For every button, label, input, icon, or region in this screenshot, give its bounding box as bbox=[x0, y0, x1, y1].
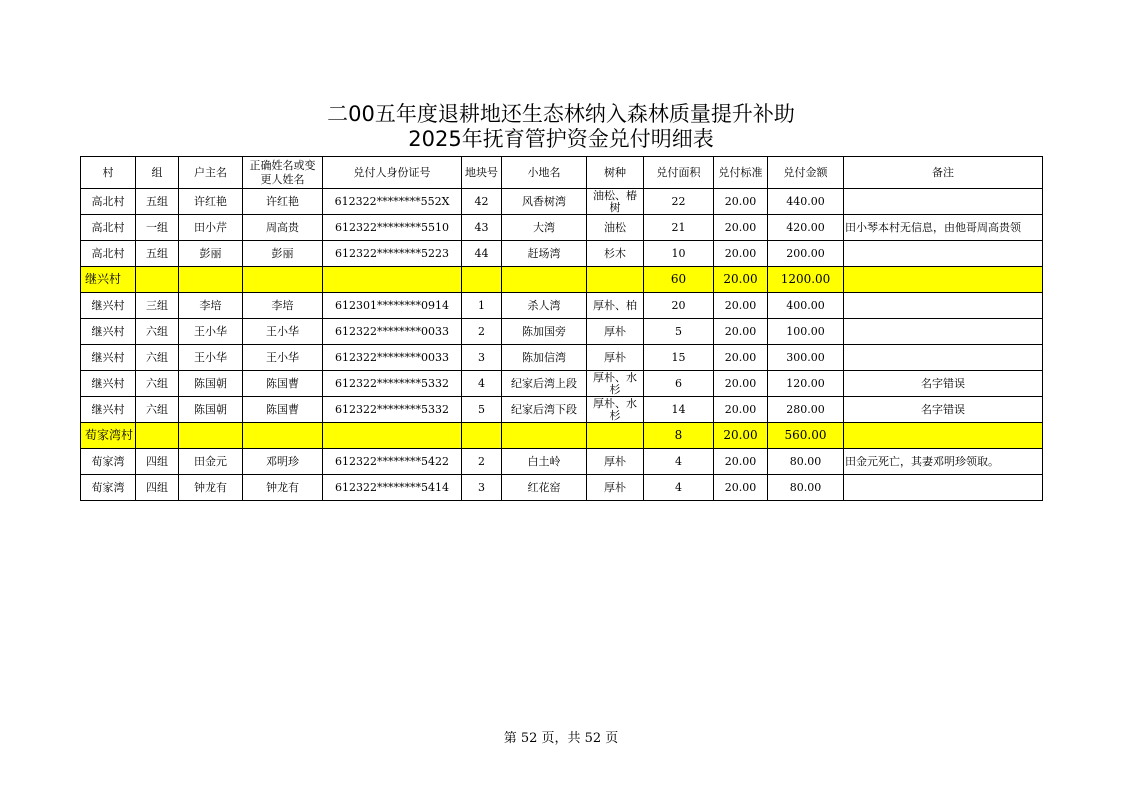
cell-place-name: 杀人湾 bbox=[502, 293, 587, 319]
cell-tree-species bbox=[587, 189, 644, 215]
cell-area: 60 bbox=[644, 267, 714, 293]
cell-correct-name: 王小华 bbox=[243, 345, 323, 371]
cell-tree-species: 杉木 bbox=[587, 241, 644, 267]
cell-standard: 20.00 bbox=[714, 397, 768, 423]
cell-village: 高北村 bbox=[81, 215, 136, 241]
table-row bbox=[81, 345, 1043, 371]
cell-correct-name bbox=[243, 267, 323, 293]
cell-place-name: 纪家后湾上段 bbox=[502, 371, 587, 397]
cell-plot-number: 1 bbox=[462, 293, 502, 319]
cell-group: 五组 bbox=[136, 241, 179, 267]
cell-amount: 400.00 bbox=[768, 293, 844, 319]
cell-place-name: 风香树湾 bbox=[502, 189, 587, 215]
cell-householder: 田小芹 bbox=[179, 215, 243, 241]
cell-householder: 李培 bbox=[179, 293, 243, 319]
cell-remarks bbox=[844, 475, 1043, 501]
cell-area: 21 bbox=[644, 215, 714, 241]
cell-remarks bbox=[844, 319, 1043, 345]
header-correct-name: 正确姓名或变更人姓名 bbox=[243, 157, 323, 189]
cell-amount: 300.00 bbox=[768, 345, 844, 371]
cell-amount: 80.00 bbox=[768, 449, 844, 475]
cell-village: 继兴村 bbox=[81, 345, 136, 371]
cell-id-number: 612322********0033 bbox=[323, 345, 462, 371]
cell-village: 继兴村 bbox=[81, 267, 136, 293]
cell-plot-number: 2 bbox=[462, 319, 502, 345]
cell-plot-number bbox=[462, 267, 502, 293]
village-summary-row bbox=[81, 423, 1043, 449]
cell-group: 六组 bbox=[136, 371, 179, 397]
cell-village: 继兴村 bbox=[81, 319, 136, 345]
cell-remarks bbox=[844, 293, 1043, 319]
cell-remarks bbox=[844, 189, 1043, 215]
cell-area: 8 bbox=[644, 423, 714, 449]
cell-householder: 陈国朝 bbox=[179, 397, 243, 423]
header-area: 兑付面积 bbox=[644, 157, 714, 189]
cell-amount: 80.00 bbox=[768, 475, 844, 501]
cell-standard: 20.00 bbox=[714, 423, 768, 449]
cell-tree-species bbox=[587, 267, 644, 293]
cell-amount: 420.00 bbox=[768, 215, 844, 241]
cell-place-name: 纪家后湾下段 bbox=[502, 397, 587, 423]
cell-tree-species-text: 油松、椿树 bbox=[593, 189, 637, 214]
cell-amount: 200.00 bbox=[768, 241, 844, 267]
cell-standard: 20.00 bbox=[714, 475, 768, 501]
table-row bbox=[81, 319, 1043, 345]
cell-plot-number: 3 bbox=[462, 475, 502, 501]
cell-group: 四组 bbox=[136, 449, 179, 475]
cell-householder: 钟龙有 bbox=[179, 475, 243, 501]
cell-place-name: 赶场湾 bbox=[502, 241, 587, 267]
cell-group: 四组 bbox=[136, 475, 179, 501]
header-amount: 兑付金额 bbox=[768, 157, 844, 189]
cell-id-number: 612301********0914 bbox=[323, 293, 462, 319]
cell-tree-species: 厚朴 bbox=[587, 449, 644, 475]
cell-group: 三组 bbox=[136, 293, 179, 319]
cell-amount: 560.00 bbox=[768, 423, 844, 449]
header-place-name: 小地名 bbox=[502, 157, 587, 189]
cell-remarks: 名字错误 bbox=[844, 371, 1043, 397]
cell-tree-species: 油松 bbox=[587, 215, 644, 241]
cell-group: 五组 bbox=[136, 189, 179, 215]
cell-area: 22 bbox=[644, 189, 714, 215]
cell-village: 高北村 bbox=[81, 241, 136, 267]
cell-place-name bbox=[502, 423, 587, 449]
cell-remarks bbox=[844, 241, 1043, 267]
cell-id-number: 612322********5332 bbox=[323, 371, 462, 397]
header-id-number: 兑付人身份证号 bbox=[323, 157, 462, 189]
table-row bbox=[81, 241, 1043, 267]
cell-area: 10 bbox=[644, 241, 714, 267]
header-remarks: 备注 bbox=[844, 157, 1043, 189]
cell-plot-number: 3 bbox=[462, 345, 502, 371]
cell-area: 20 bbox=[644, 293, 714, 319]
cell-standard: 20.00 bbox=[714, 449, 768, 475]
cell-id-number: 612322********5414 bbox=[323, 475, 462, 501]
cell-plot-number: 2 bbox=[462, 449, 502, 475]
cell-householder: 田金元 bbox=[179, 449, 243, 475]
cell-place-name: 陈加国旁 bbox=[502, 319, 587, 345]
cell-plot-number bbox=[462, 423, 502, 449]
cell-plot-number: 4 bbox=[462, 371, 502, 397]
cell-village: 荀家湾 bbox=[81, 475, 136, 501]
cell-standard: 20.00 bbox=[714, 293, 768, 319]
cell-area: 15 bbox=[644, 345, 714, 371]
cell-place-name: 大湾 bbox=[502, 215, 587, 241]
table-row bbox=[81, 293, 1043, 319]
cell-householder: 彭丽 bbox=[179, 241, 243, 267]
header-group: 组 bbox=[136, 157, 179, 189]
cell-remarks: 名字错误 bbox=[844, 397, 1043, 423]
village-summary-row bbox=[81, 267, 1043, 293]
cell-tree-species bbox=[587, 397, 644, 423]
table-row bbox=[81, 449, 1043, 475]
cell-group bbox=[136, 423, 179, 449]
cell-id-number: 612322********5223 bbox=[323, 241, 462, 267]
table-row bbox=[81, 371, 1043, 397]
header-householder: 户主名 bbox=[179, 157, 243, 189]
cell-remarks-text: 田金元死亡，其妻邓明珍领取。 bbox=[845, 455, 999, 468]
table-row bbox=[81, 397, 1043, 423]
cell-correct-name: 李培 bbox=[243, 293, 323, 319]
cell-tree-species bbox=[587, 423, 644, 449]
cell-correct-name: 邓明珍 bbox=[243, 449, 323, 475]
cell-plot-number: 5 bbox=[462, 397, 502, 423]
cell-tree-species-text: 厚朴、水杉 bbox=[593, 397, 637, 422]
cell-correct-name bbox=[243, 423, 323, 449]
cell-householder: 陈国朝 bbox=[179, 371, 243, 397]
cell-id-number: 612322********5422 bbox=[323, 449, 462, 475]
cell-tree-species: 厚朴 bbox=[587, 345, 644, 371]
cell-householder: 王小华 bbox=[179, 345, 243, 371]
cell-correct-name: 王小华 bbox=[243, 319, 323, 345]
cell-id-number: 612322********5332 bbox=[323, 397, 462, 423]
cell-tree-species-text: 厚朴、水杉 bbox=[593, 371, 637, 396]
cell-place-name: 白土岭 bbox=[502, 449, 587, 475]
cell-amount: 440.00 bbox=[768, 189, 844, 215]
cell-correct-name: 陈国曹 bbox=[243, 371, 323, 397]
cell-tree-species: 厚朴、柏 bbox=[587, 293, 644, 319]
page-title-line2: 2025年抚育管护资金兑付明细表 bbox=[408, 127, 714, 151]
cell-area: 4 bbox=[644, 449, 714, 475]
cell-plot-number: 44 bbox=[462, 241, 502, 267]
cell-village: 高北村 bbox=[81, 189, 136, 215]
cell-standard: 20.00 bbox=[714, 189, 768, 215]
cell-id-number: 612322********552X bbox=[323, 189, 462, 215]
cell-place-name: 陈加信湾 bbox=[502, 345, 587, 371]
cell-amount: 280.00 bbox=[768, 397, 844, 423]
cell-village: 荀家湾 bbox=[81, 449, 136, 475]
cell-correct-name: 许红艳 bbox=[243, 189, 323, 215]
cell-tree-species: 厚朴 bbox=[587, 319, 644, 345]
cell-remarks bbox=[844, 345, 1043, 371]
header-tree-species: 树种 bbox=[587, 157, 644, 189]
header-plot-number: 地块号 bbox=[462, 157, 502, 189]
page-title-line1: 二00五年度退耕地还生态林纳入森林质量提升补助 bbox=[327, 102, 795, 126]
cell-village: 继兴村 bbox=[81, 397, 136, 423]
cell-id-number bbox=[323, 423, 462, 449]
cell-group: 六组 bbox=[136, 319, 179, 345]
cell-area: 4 bbox=[644, 475, 714, 501]
cell-place-name: 红花窑 bbox=[502, 475, 587, 501]
cell-amount: 1200.00 bbox=[768, 267, 844, 293]
cell-id-number: 612322********0033 bbox=[323, 319, 462, 345]
cell-village: 继兴村 bbox=[81, 293, 136, 319]
cell-tree-species bbox=[587, 371, 644, 397]
cell-correct-name: 陈国曹 bbox=[243, 397, 323, 423]
cell-correct-name: 钟龙有 bbox=[243, 475, 323, 501]
cell-plot-number: 43 bbox=[462, 215, 502, 241]
cell-correct-name: 周高贵 bbox=[243, 215, 323, 241]
cell-remarks bbox=[844, 215, 1043, 241]
cell-village: 荀家湾村 bbox=[81, 423, 136, 449]
cell-householder bbox=[179, 267, 243, 293]
cell-standard: 20.00 bbox=[714, 267, 768, 293]
cell-group bbox=[136, 267, 179, 293]
cell-remarks-text: 田小琴本村无信息，由他哥周高贵领 bbox=[845, 221, 1021, 234]
cell-group: 六组 bbox=[136, 345, 179, 371]
cell-group: 一组 bbox=[136, 215, 179, 241]
cell-place-name bbox=[502, 267, 587, 293]
cell-remarks bbox=[844, 267, 1043, 293]
cell-householder: 许红艳 bbox=[179, 189, 243, 215]
cell-householder: 王小华 bbox=[179, 319, 243, 345]
cell-standard: 20.00 bbox=[714, 319, 768, 345]
cell-village: 继兴村 bbox=[81, 371, 136, 397]
cell-area: 5 bbox=[644, 319, 714, 345]
cell-group: 六组 bbox=[136, 397, 179, 423]
payment-detail-table bbox=[80, 156, 1043, 501]
page-footer: 第 52 页，共 52 页 bbox=[503, 731, 619, 746]
cell-id-number: 612322********5510 bbox=[323, 215, 462, 241]
header-village: 村 bbox=[81, 157, 136, 189]
table-header-row bbox=[81, 157, 1043, 189]
cell-standard: 20.00 bbox=[714, 215, 768, 241]
cell-amount: 120.00 bbox=[768, 371, 844, 397]
cell-standard: 20.00 bbox=[714, 241, 768, 267]
cell-householder bbox=[179, 423, 243, 449]
cell-id-number bbox=[323, 267, 462, 293]
cell-amount: 100.00 bbox=[768, 319, 844, 345]
cell-remarks bbox=[844, 449, 1043, 475]
cell-remarks bbox=[844, 423, 1043, 449]
cell-standard: 20.00 bbox=[714, 371, 768, 397]
cell-correct-name: 彭丽 bbox=[243, 241, 323, 267]
header-standard: 兑付标准 bbox=[714, 157, 768, 189]
table-row bbox=[81, 189, 1043, 215]
cell-standard: 20.00 bbox=[714, 345, 768, 371]
cell-tree-species: 厚朴 bbox=[587, 475, 644, 501]
cell-plot-number: 42 bbox=[462, 189, 502, 215]
cell-area: 14 bbox=[644, 397, 714, 423]
table-row bbox=[81, 215, 1043, 241]
table-row bbox=[81, 475, 1043, 501]
cell-area: 6 bbox=[644, 371, 714, 397]
